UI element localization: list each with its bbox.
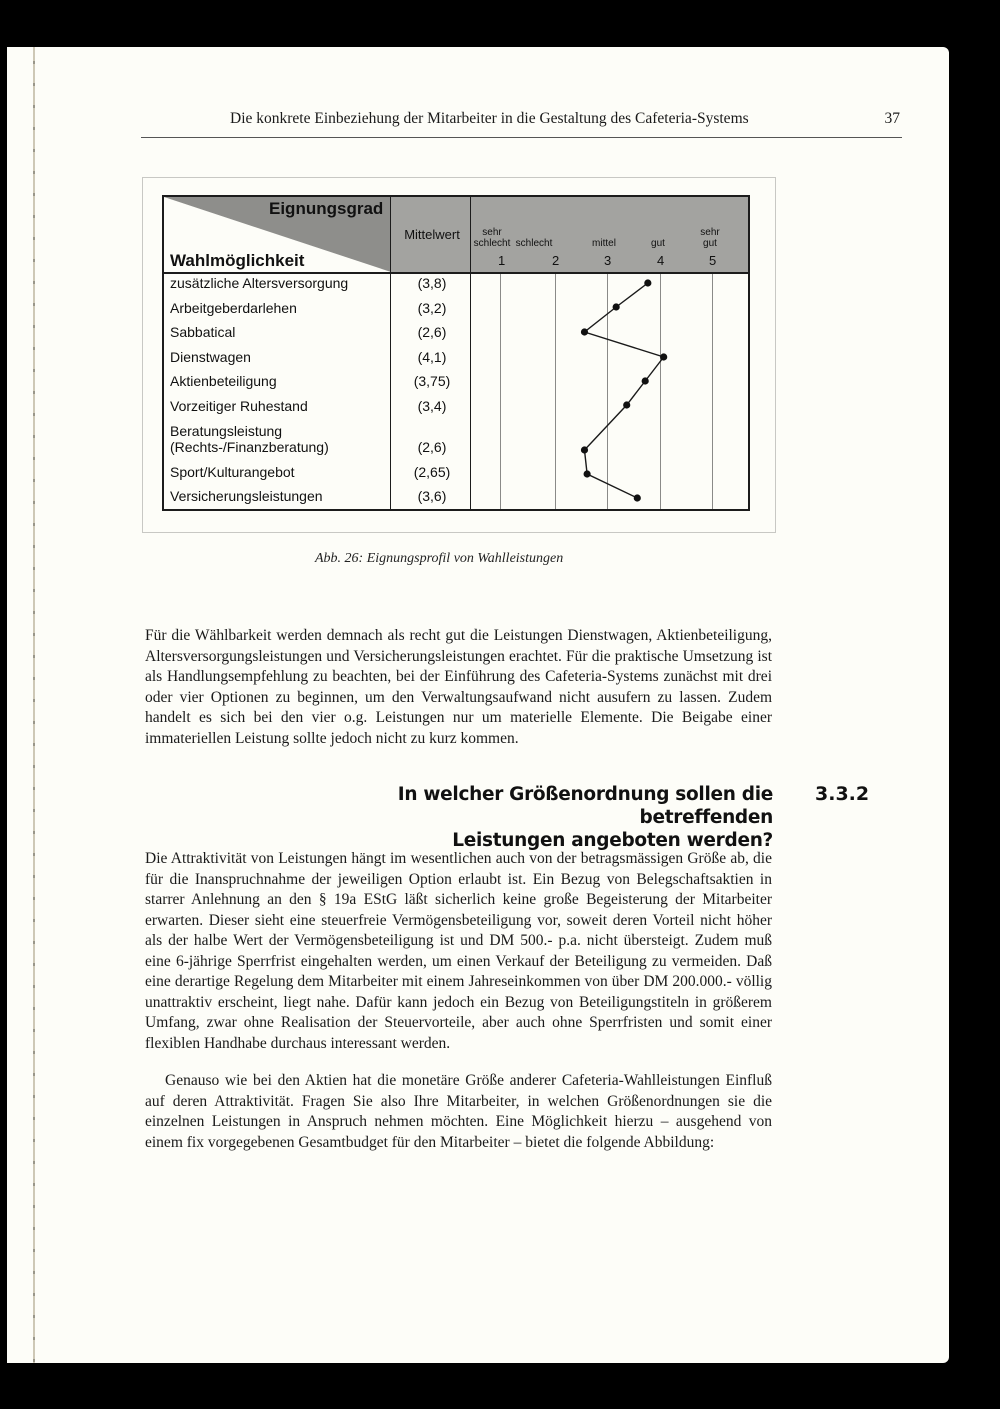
profile-point — [613, 303, 620, 310]
row-value: (2,6) — [417, 324, 447, 340]
row-label: Sport/Kulturangebot — [170, 464, 295, 480]
header-eignungsgrad: Eignungsgrad — [269, 199, 384, 218]
scale-1-label: schlecht — [473, 238, 511, 249]
profile-line-plot — [164, 197, 748, 509]
row-value: (3,8) — [417, 275, 447, 291]
row-value: (2,6) — [417, 439, 447, 455]
row-label-line2: (Rechts-/Finanzberatung) — [170, 439, 329, 455]
scale-num-3: 3 — [604, 253, 612, 268]
row-label: Aktienbeteiligung — [170, 373, 277, 389]
row-label: Sabbatical — [170, 324, 236, 340]
row-label: zusätzliche Altersversorgung — [170, 275, 349, 291]
running-head-title: Die konkrete Einbeziehung der Mitarbeiter in die Gestaltung des Cafeteria-Systems — [230, 110, 749, 127]
page-number: 37 — [884, 110, 900, 127]
paragraph-2: Die Attraktivität von Leistungen hängt im wesentlichen auch von der betragsmässigen Größe ab, die für die Inanspruchnahme der jeweiligen Option erlaubt ist. Ein Bezug von Belegschaftsaktien in starrer Anlehnung an den § 19a EStG läßt sicherlich keine große Begeisterung der Mitarbeiter erwarten. Dieser sieht eine steuerfreie Vermögensbeteiligung vor, soweit deren Vorteil nicht höher als der halbe Wert der Vermögensbeteiligung ist und DM 500.- p.a. nicht übersteigt. Zudem muß eine 6-jährige Sperrfrist eingehalten werden, um einen Verkauf der Beteiligung zu vermeiden. Daß eine derartige Regelung dem Mitarbeiter mit einem Jahreseinkommen von über DM 200.000.- völlig unattraktiv erscheint, liegt nahe. Dafür kann jedoch ein Bezug von Beteiligungstiteln in größerem Umfang, zwar ohne Realisation der Steuervorteile, aber auch ohne Sperrfristen und somit einer flexiblen Handhabe durchaus interessant werden. — [145, 850, 772, 1052]
row-label: Dienstwagen — [170, 349, 251, 365]
row-value: (3,6) — [417, 488, 447, 504]
profile-point — [584, 470, 591, 477]
row-label: Versicherungsleistungen — [170, 488, 323, 504]
section-heading-line1: In welcher Größenordnung sollen die betreffenden — [397, 784, 773, 828]
scale-5-label: gut — [703, 238, 717, 249]
row-value: (3,75) — [413, 373, 451, 389]
scale-2-label: schlecht — [515, 238, 553, 249]
figure-caption: Abb. 26: Eignungsprofil von Wahlleistungen — [315, 551, 564, 566]
row-value: (2,65) — [413, 464, 451, 480]
scale-3-label: mittel — [592, 238, 616, 249]
profile-point — [623, 401, 630, 408]
binding-edge — [33, 47, 35, 1363]
section-number: 3.3.2 — [815, 783, 870, 805]
profile-point — [634, 494, 641, 501]
profile-point — [581, 446, 588, 453]
header-mittelwert: Mittelwert — [404, 227, 460, 242]
paragraph-3: Genauso wie bei den Aktien hat die monetäre Größe anderer Cafeteria-Wahlleistungen Einfluß auf deren Attraktivität. Fragen Sie also Ihre Mitarbeiter, in welchen Größenordnungen sie die einzelnen Leistungen in Anspruch nehmen möchten. Eine Möglichkeit hierzu – ausgehend von einem fix vorgegebenen Gesamtbudget für den Mitarbeiter – bietet die folgende Abbildung: — [145, 1072, 772, 1151]
header-rule — [141, 137, 902, 138]
profile-point — [642, 377, 649, 384]
section-heading — [280, 783, 773, 852]
profile-point — [581, 328, 588, 335]
profile-point — [644, 279, 651, 286]
profile-line — [584, 283, 663, 498]
section-heading-line2: Leistungen angeboten werden? — [452, 830, 773, 851]
row-label: Beratungsleistung — [170, 423, 283, 439]
row-label: Vorzeitiger Ruhestand — [170, 398, 308, 414]
row-label: Arbeitgeberdarlehen — [170, 300, 297, 316]
eignungsprofil-table — [162, 195, 750, 511]
profile-point — [660, 353, 667, 360]
row-value: (4,1) — [417, 349, 447, 365]
scale-num-4: 4 — [657, 253, 665, 268]
row-value: (3,4) — [417, 398, 447, 414]
paragraph-1: Für die Wählbarkeit werden demnach als recht gut die Leistungen Dienstwagen, Aktienbeteiligung, Altersversorgungsleistungen und Versicherungsleistungen erachtet. Für die praktische Umsetzung ist als Handlungsempfehlung zu beachten, bei der Einführung des Cafeteria-Systems zunächst mit drei oder vier Optionen zu beginnen, um den Verwaltungsaufwand nicht ausufern zu lassen. Zudem handelt es sich bei den vier o.g. Leistungen nur um materielle Elemente. Die Beigabe einer immateriellen Leistung sollte jedoch nicht zu kurz kommen. — [145, 627, 772, 747]
scale-5-top: sehr — [700, 227, 720, 238]
scale-num-1: 1 — [498, 253, 506, 268]
row-value: (3,2) — [417, 300, 447, 316]
scale-1-top: sehr — [482, 227, 502, 238]
scale-num-2: 2 — [552, 253, 560, 268]
header-wahlmoeglichkeit: Wahlmöglichkeit — [170, 251, 305, 270]
scale-4-label: gut — [651, 238, 665, 249]
scale-num-5: 5 — [709, 253, 717, 268]
